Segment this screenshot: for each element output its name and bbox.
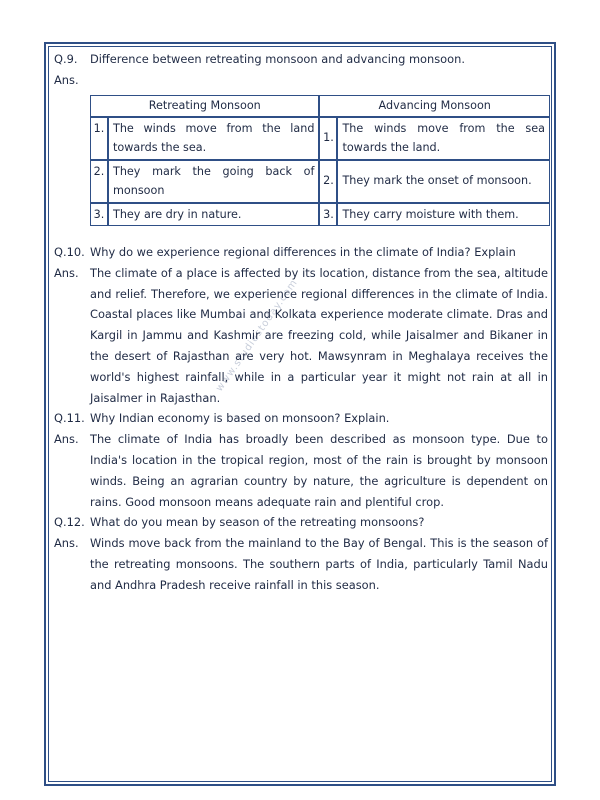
question-label: Q.10. (54, 245, 85, 260)
comparison-table (90, 95, 550, 227)
answer-text: Winds move back from the mainland to the Bay of Bengal. This is the season of the retreating monsoons. The southern parts of India, particularly Tamil Nadu and Andhra Pradesh receive rainfall in this season. (90, 536, 548, 592)
question-label: Q.9. (54, 52, 78, 66)
table-cell: They carry moisture with them. (337, 203, 550, 227)
answer-10 (54, 263, 548, 409)
answer-label: Ans. (54, 265, 79, 280)
question-text: Difference between retreating monsoon and advancing monsoon. (90, 52, 465, 66)
question-text: What do you mean by season of the retreating monsoons? (90, 515, 425, 530)
table-row (90, 160, 550, 203)
header-advancing: Advancing Monsoon (319, 95, 550, 117)
watermark: www.studiestoday.com (214, 277, 301, 394)
row-number: 2. (319, 160, 337, 203)
answer-label: Ans. (54, 72, 79, 87)
question-10 (54, 242, 548, 263)
question-label: Q.11. (54, 411, 85, 426)
row-number: 1. (319, 117, 337, 160)
answer-label: Ans. (54, 432, 79, 447)
table-header-row (90, 95, 550, 117)
answer-label: Ans. (54, 536, 79, 551)
header-retreating: Retreating Monsoon (90, 95, 319, 117)
answer-12 (54, 533, 548, 595)
row-number: 3. (319, 203, 337, 227)
table-cell: The winds move from the land towards the sea. (108, 117, 319, 160)
question-label: Q.12. (54, 515, 85, 530)
table-cell: They are dry in nature. (108, 203, 319, 227)
document-content (54, 49, 548, 596)
row-number: 2. (90, 160, 108, 203)
row-number: 1. (90, 117, 108, 160)
question-text: Why Indian economy is based on monsoon? Explain. (90, 411, 390, 426)
question-text: Why do we experience regional differences in the climate of India? Explain (90, 245, 516, 260)
question-11 (54, 408, 548, 429)
table-cell: They mark the going back of monsoon (108, 160, 319, 203)
row-number: 3. (90, 203, 108, 227)
table-cell: They mark the onset of monsoon. (337, 160, 550, 203)
question-12 (54, 512, 548, 533)
table-cell: The winds move from the sea towards the land. (337, 117, 550, 160)
answer-text: The climate of a place is affected by its location, distance from the sea, altitude and relief. Therefore, we experience regional differences in the climate of India. Coastal places like Mumbai and Kolkata experience moderate climate. Dras and Kargil in Jammu and Kashmir are freezing cold, while Jaisalmer and Bikaner in the desert of Rajasthan are very hot. Mawsynram in Meghalaya receives the world's highest rainfall, while in a particular year it might not rain at all in Jaisalmer in Rajasthan. (90, 265, 548, 405)
table-row (90, 117, 550, 160)
answer-11 (54, 429, 548, 512)
answer-text: The climate of India has broadly been described as monsoon type. Due to India's location in the tropical region, most of the rain is brought by monsoon winds. Being an agrarian country by nature, the agriculture is dependent on rains. Good monsoon means adequate rain and plentiful crop. (90, 432, 548, 509)
question-9 (54, 49, 548, 70)
table-row (90, 203, 550, 227)
answer-9 (54, 70, 548, 91)
